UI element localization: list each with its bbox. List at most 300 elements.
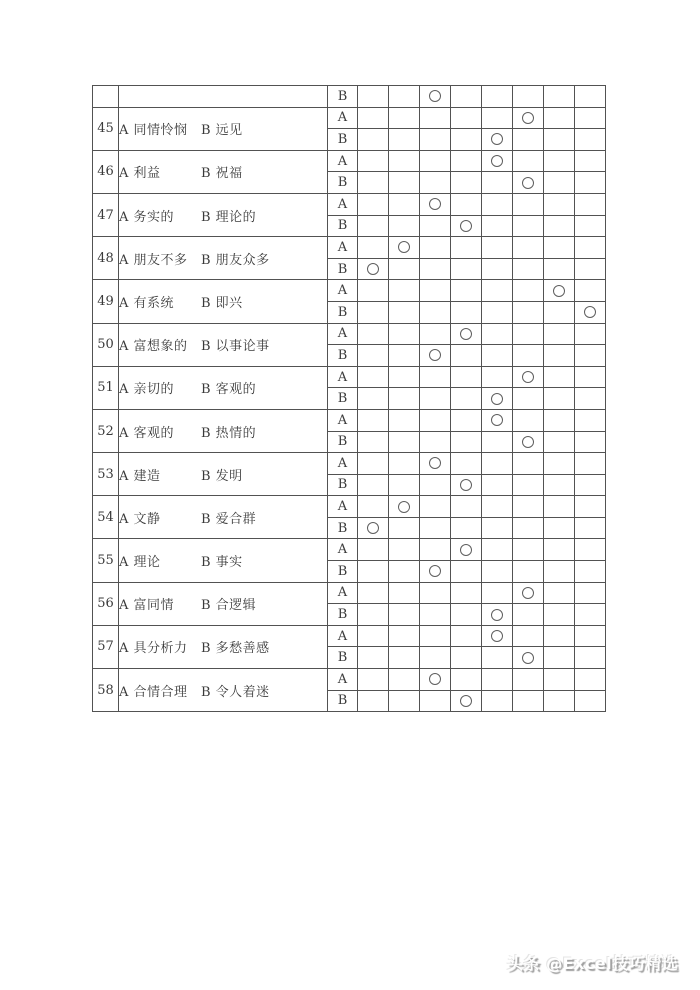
answer-cell bbox=[575, 237, 606, 259]
answer-cell bbox=[482, 409, 513, 431]
question-number: 47 bbox=[93, 193, 119, 236]
answer-cell bbox=[451, 517, 482, 539]
row-label-a: A bbox=[328, 237, 358, 259]
answer-cell bbox=[513, 107, 544, 129]
answer-cell bbox=[575, 561, 606, 583]
answer-cell bbox=[358, 431, 389, 453]
answer-cell bbox=[544, 86, 575, 108]
answer-cell bbox=[420, 366, 451, 388]
row-label-b: B bbox=[328, 129, 358, 151]
answer-mark-circle bbox=[367, 522, 379, 534]
answer-cell bbox=[544, 625, 575, 647]
answer-cell bbox=[513, 345, 544, 367]
answer-cell bbox=[451, 431, 482, 453]
table-row bbox=[93, 539, 606, 561]
answer-mark-circle bbox=[460, 695, 472, 707]
answer-cell bbox=[482, 453, 513, 475]
answer-cell bbox=[575, 172, 606, 194]
answer-cell bbox=[451, 625, 482, 647]
answer-cell bbox=[358, 604, 389, 626]
answer-cell bbox=[389, 431, 420, 453]
answer-mark-circle bbox=[460, 479, 472, 491]
answer-cell bbox=[389, 561, 420, 583]
answer-cell bbox=[358, 215, 389, 237]
answer-cell bbox=[389, 474, 420, 496]
question-text bbox=[119, 539, 328, 582]
answer-cell bbox=[513, 258, 544, 280]
answer-cell bbox=[451, 107, 482, 129]
answer-cell bbox=[575, 582, 606, 604]
answer-mark-circle bbox=[429, 90, 441, 102]
answer-cell bbox=[513, 604, 544, 626]
answer-cell bbox=[575, 366, 606, 388]
answer-mark-circle bbox=[491, 393, 503, 405]
answer-cell bbox=[482, 388, 513, 410]
answer-cell bbox=[544, 258, 575, 280]
table-row bbox=[93, 669, 606, 691]
answer-cell bbox=[389, 323, 420, 345]
answer-cell bbox=[544, 366, 575, 388]
answer-cell bbox=[513, 669, 544, 691]
answer-mark-circle bbox=[522, 112, 534, 124]
row-label-a: A bbox=[328, 539, 358, 561]
answer-cell bbox=[420, 561, 451, 583]
option-a-text: A 利益 bbox=[119, 166, 161, 182]
answer-cell bbox=[544, 561, 575, 583]
answer-cell bbox=[575, 345, 606, 367]
row-label-a: A bbox=[328, 625, 358, 647]
answer-cell bbox=[513, 453, 544, 475]
answer-mark-circle bbox=[460, 220, 472, 232]
answer-cell bbox=[451, 172, 482, 194]
answer-cell bbox=[544, 172, 575, 194]
answer-cell bbox=[575, 539, 606, 561]
question-number: 48 bbox=[93, 237, 119, 280]
answer-cell bbox=[451, 237, 482, 259]
question-text bbox=[119, 193, 328, 236]
question-number: 53 bbox=[93, 453, 119, 496]
question-text bbox=[119, 107, 328, 150]
answer-cell bbox=[420, 409, 451, 431]
answer-cell bbox=[358, 690, 389, 712]
answer-cell bbox=[358, 647, 389, 669]
answer-cell bbox=[389, 625, 420, 647]
answer-cell bbox=[389, 496, 420, 518]
answer-cell bbox=[420, 517, 451, 539]
answer-mark-circle bbox=[522, 177, 534, 189]
answer-cell bbox=[482, 345, 513, 367]
answer-cell bbox=[544, 669, 575, 691]
answer-cell bbox=[389, 86, 420, 108]
answer-cell bbox=[513, 647, 544, 669]
answer-cell bbox=[420, 669, 451, 691]
row-label-b: B bbox=[328, 215, 358, 237]
answer-cell bbox=[389, 107, 420, 129]
answer-cell bbox=[358, 172, 389, 194]
answer-cell bbox=[544, 215, 575, 237]
answer-cell bbox=[451, 193, 482, 215]
table-row bbox=[93, 453, 606, 475]
answer-cell bbox=[544, 690, 575, 712]
answer-cell bbox=[513, 561, 544, 583]
answer-cell bbox=[575, 193, 606, 215]
option-a-text: A 同情怜悯 bbox=[119, 123, 188, 139]
answer-cell bbox=[513, 539, 544, 561]
answer-cell bbox=[513, 625, 544, 647]
answer-mark-circle bbox=[460, 328, 472, 340]
answer-cell bbox=[575, 474, 606, 496]
answer-cell bbox=[451, 409, 482, 431]
row-label-a: A bbox=[328, 193, 358, 215]
row-label-b: B bbox=[328, 517, 358, 539]
option-a-text: A 亲切的 bbox=[119, 382, 175, 398]
answer-cell bbox=[389, 690, 420, 712]
answer-cell bbox=[451, 669, 482, 691]
question-text bbox=[119, 237, 328, 280]
answer-mark-circle bbox=[460, 544, 472, 556]
row-label-a: A bbox=[328, 107, 358, 129]
answer-cell bbox=[513, 280, 544, 302]
answer-cell bbox=[575, 301, 606, 323]
answer-mark-circle bbox=[429, 349, 441, 361]
answer-cell bbox=[420, 474, 451, 496]
answer-cell bbox=[451, 129, 482, 151]
option-a-text: A 合情合理 bbox=[119, 684, 188, 700]
answer-cell bbox=[575, 129, 606, 151]
answer-cell bbox=[451, 215, 482, 237]
answer-cell bbox=[358, 366, 389, 388]
option-b-text: B 爱合群 bbox=[201, 511, 257, 527]
table-row bbox=[93, 237, 606, 259]
question-text bbox=[119, 366, 328, 409]
question-text bbox=[119, 625, 328, 668]
row-label-a: A bbox=[328, 496, 358, 518]
option-b-text: B 事实 bbox=[201, 555, 243, 571]
answer-cell bbox=[389, 150, 420, 172]
answer-cell bbox=[513, 86, 544, 108]
answer-cell bbox=[513, 172, 544, 194]
answer-cell bbox=[513, 690, 544, 712]
answer-cell bbox=[451, 604, 482, 626]
answer-cell bbox=[358, 129, 389, 151]
question-text bbox=[119, 280, 328, 323]
answer-cell bbox=[544, 647, 575, 669]
answer-cell bbox=[544, 237, 575, 259]
answer-cell bbox=[482, 301, 513, 323]
answer-mark-circle bbox=[491, 609, 503, 621]
row-label-a: A bbox=[328, 323, 358, 345]
table-row bbox=[93, 582, 606, 604]
answer-cell bbox=[482, 604, 513, 626]
option-a-text: A 务实的 bbox=[119, 209, 175, 225]
answer-mark-circle bbox=[398, 501, 410, 513]
question-number: 50 bbox=[93, 323, 119, 366]
answer-cell bbox=[544, 129, 575, 151]
table-row bbox=[93, 625, 606, 647]
answer-cell bbox=[420, 647, 451, 669]
question-text bbox=[119, 409, 328, 452]
answer-cell bbox=[575, 669, 606, 691]
answer-cell bbox=[358, 86, 389, 108]
row-label-b: B bbox=[328, 690, 358, 712]
answer-cell bbox=[389, 669, 420, 691]
answer-cell bbox=[513, 215, 544, 237]
answer-cell bbox=[575, 690, 606, 712]
answer-cell bbox=[575, 496, 606, 518]
answer-mark-circle bbox=[522, 652, 534, 664]
answer-cell bbox=[389, 280, 420, 302]
answer-mark-circle bbox=[584, 306, 596, 318]
question-text bbox=[119, 496, 328, 539]
answer-cell bbox=[451, 647, 482, 669]
answer-cell bbox=[358, 561, 389, 583]
answer-mark-circle bbox=[429, 673, 441, 685]
answer-cell bbox=[389, 539, 420, 561]
answer-mark-circle bbox=[398, 241, 410, 253]
answer-cell bbox=[482, 129, 513, 151]
row-label-b: B bbox=[328, 561, 358, 583]
row-label-a: A bbox=[328, 366, 358, 388]
answer-cell bbox=[420, 388, 451, 410]
answer-cell bbox=[544, 604, 575, 626]
answer-cell bbox=[389, 258, 420, 280]
answer-cell bbox=[420, 258, 451, 280]
answer-cell bbox=[544, 301, 575, 323]
option-a-text: A 客观的 bbox=[119, 425, 175, 441]
answer-cell bbox=[482, 150, 513, 172]
answer-cell bbox=[482, 517, 513, 539]
answer-cell bbox=[358, 539, 389, 561]
answer-cell bbox=[358, 301, 389, 323]
answer-cell bbox=[575, 453, 606, 475]
table-row bbox=[93, 107, 606, 129]
row-label-a: A bbox=[328, 409, 358, 431]
question-text bbox=[119, 453, 328, 496]
question-text bbox=[119, 86, 328, 108]
answer-mark-circle bbox=[429, 457, 441, 469]
question-number: 58 bbox=[93, 669, 119, 712]
answer-cell bbox=[575, 625, 606, 647]
option-b-text: B 令人着迷 bbox=[201, 684, 270, 700]
answer-cell bbox=[389, 193, 420, 215]
answer-cell bbox=[389, 366, 420, 388]
table-row bbox=[93, 323, 606, 345]
answer-cell bbox=[513, 409, 544, 431]
answer-cell bbox=[451, 301, 482, 323]
answer-cell bbox=[389, 215, 420, 237]
answer-cell bbox=[513, 301, 544, 323]
answer-cell bbox=[575, 388, 606, 410]
answer-cell bbox=[544, 539, 575, 561]
question-number: 51 bbox=[93, 366, 119, 409]
row-label-b: B bbox=[328, 172, 358, 194]
option-a-text: A 具分析力 bbox=[119, 641, 188, 657]
answer-cell bbox=[482, 215, 513, 237]
answer-cell bbox=[451, 561, 482, 583]
answer-cell bbox=[420, 86, 451, 108]
answer-cell bbox=[482, 172, 513, 194]
answer-cell bbox=[544, 150, 575, 172]
answer-cell bbox=[451, 496, 482, 518]
answer-cell bbox=[575, 215, 606, 237]
answer-cell bbox=[420, 604, 451, 626]
answer-cell bbox=[513, 237, 544, 259]
answer-cell bbox=[482, 86, 513, 108]
answer-mark-circle bbox=[367, 263, 379, 275]
answer-mark-circle bbox=[429, 565, 441, 577]
answer-cell bbox=[358, 345, 389, 367]
answer-cell bbox=[389, 453, 420, 475]
question-number: 49 bbox=[93, 280, 119, 323]
answer-cell bbox=[389, 647, 420, 669]
answer-cell bbox=[389, 172, 420, 194]
row-label-b: B bbox=[328, 604, 358, 626]
question-number bbox=[93, 86, 119, 108]
answer-cell bbox=[420, 215, 451, 237]
question-text bbox=[119, 150, 328, 193]
answer-cell bbox=[420, 625, 451, 647]
table-row bbox=[93, 366, 606, 388]
answer-cell bbox=[451, 258, 482, 280]
answer-cell bbox=[358, 237, 389, 259]
question-text bbox=[119, 669, 328, 712]
answer-cell bbox=[482, 647, 513, 669]
answer-cell bbox=[482, 496, 513, 518]
option-b-text: B 朋友众多 bbox=[201, 252, 270, 268]
question-text bbox=[119, 582, 328, 625]
answer-cell bbox=[358, 388, 389, 410]
answer-cell bbox=[575, 280, 606, 302]
table-row bbox=[93, 496, 606, 518]
answer-cell bbox=[513, 129, 544, 151]
answer-cell bbox=[513, 582, 544, 604]
option-b-text: B 即兴 bbox=[201, 295, 243, 311]
answer-cell bbox=[358, 517, 389, 539]
table-body bbox=[93, 86, 606, 712]
option-a-text: A 有系统 bbox=[119, 295, 175, 311]
answer-cell bbox=[358, 150, 389, 172]
answer-cell bbox=[482, 625, 513, 647]
answer-cell bbox=[482, 474, 513, 496]
row-label-a: A bbox=[328, 582, 358, 604]
row-label-b: B bbox=[328, 474, 358, 496]
question-number: 45 bbox=[93, 107, 119, 150]
answer-cell bbox=[482, 431, 513, 453]
answer-cell bbox=[482, 237, 513, 259]
row-label-b: B bbox=[328, 388, 358, 410]
answer-cell bbox=[358, 625, 389, 647]
answer-cell bbox=[482, 280, 513, 302]
answer-cell bbox=[451, 150, 482, 172]
answer-cell bbox=[544, 388, 575, 410]
answer-cell bbox=[358, 496, 389, 518]
answer-cell bbox=[389, 345, 420, 367]
answer-cell bbox=[358, 280, 389, 302]
answer-mark-circle bbox=[491, 155, 503, 167]
option-b-text: B 理论的 bbox=[201, 209, 257, 225]
answer-cell bbox=[575, 409, 606, 431]
answer-cell bbox=[544, 280, 575, 302]
question-number: 46 bbox=[93, 150, 119, 193]
answer-cell bbox=[451, 86, 482, 108]
answer-cell bbox=[358, 669, 389, 691]
answer-cell bbox=[451, 323, 482, 345]
row-label-b: B bbox=[328, 345, 358, 367]
table-row bbox=[93, 86, 606, 108]
answer-cell bbox=[358, 323, 389, 345]
answer-cell bbox=[420, 280, 451, 302]
answer-cell bbox=[420, 150, 451, 172]
answer-cell bbox=[544, 345, 575, 367]
answer-mark-circle bbox=[522, 436, 534, 448]
row-label-a: A bbox=[328, 453, 358, 475]
answer-cell bbox=[451, 582, 482, 604]
answer-cell bbox=[513, 323, 544, 345]
answer-cell bbox=[544, 474, 575, 496]
answer-cell bbox=[451, 539, 482, 561]
answer-cell bbox=[575, 86, 606, 108]
answer-cell bbox=[575, 258, 606, 280]
answer-cell bbox=[482, 258, 513, 280]
option-a-text: A 朋友不多 bbox=[119, 252, 188, 268]
answer-cell bbox=[575, 323, 606, 345]
answer-cell bbox=[420, 237, 451, 259]
answer-cell bbox=[420, 193, 451, 215]
answer-cell bbox=[451, 453, 482, 475]
answer-sheet-table bbox=[92, 85, 606, 712]
option-a-text: A 富同情 bbox=[119, 598, 175, 614]
answer-cell bbox=[389, 237, 420, 259]
question-number: 57 bbox=[93, 625, 119, 668]
answer-cell bbox=[451, 474, 482, 496]
option-b-text: B 以事论事 bbox=[201, 339, 270, 355]
option-a-text: A 文静 bbox=[119, 511, 161, 527]
answer-cell bbox=[575, 431, 606, 453]
answer-cell bbox=[420, 453, 451, 475]
answer-cell bbox=[544, 517, 575, 539]
answer-cell bbox=[451, 280, 482, 302]
answer-cell bbox=[358, 453, 389, 475]
row-label-b: B bbox=[328, 258, 358, 280]
row-label-b: B bbox=[328, 301, 358, 323]
watermark: 头条 @Excel技巧精选 bbox=[507, 954, 679, 973]
answer-mark-circle bbox=[491, 630, 503, 642]
answer-cell bbox=[513, 474, 544, 496]
answer-cell bbox=[389, 582, 420, 604]
question-number: 55 bbox=[93, 539, 119, 582]
answer-cell bbox=[358, 582, 389, 604]
answer-cell bbox=[575, 107, 606, 129]
answer-cell bbox=[482, 690, 513, 712]
answer-cell bbox=[420, 496, 451, 518]
answer-mark-circle bbox=[522, 371, 534, 383]
answer-cell bbox=[358, 107, 389, 129]
answer-cell bbox=[451, 388, 482, 410]
option-b-text: B 客观的 bbox=[201, 382, 257, 398]
answer-cell bbox=[513, 388, 544, 410]
answer-cell bbox=[420, 107, 451, 129]
answer-cell bbox=[544, 409, 575, 431]
row-label-a: A bbox=[328, 669, 358, 691]
answer-cell bbox=[482, 193, 513, 215]
answer-cell bbox=[420, 129, 451, 151]
answer-cell bbox=[575, 647, 606, 669]
answer-cell bbox=[482, 669, 513, 691]
table-row bbox=[93, 409, 606, 431]
option-b-text: B 热情的 bbox=[201, 425, 257, 441]
table-row bbox=[93, 150, 606, 172]
answer-cell bbox=[389, 409, 420, 431]
